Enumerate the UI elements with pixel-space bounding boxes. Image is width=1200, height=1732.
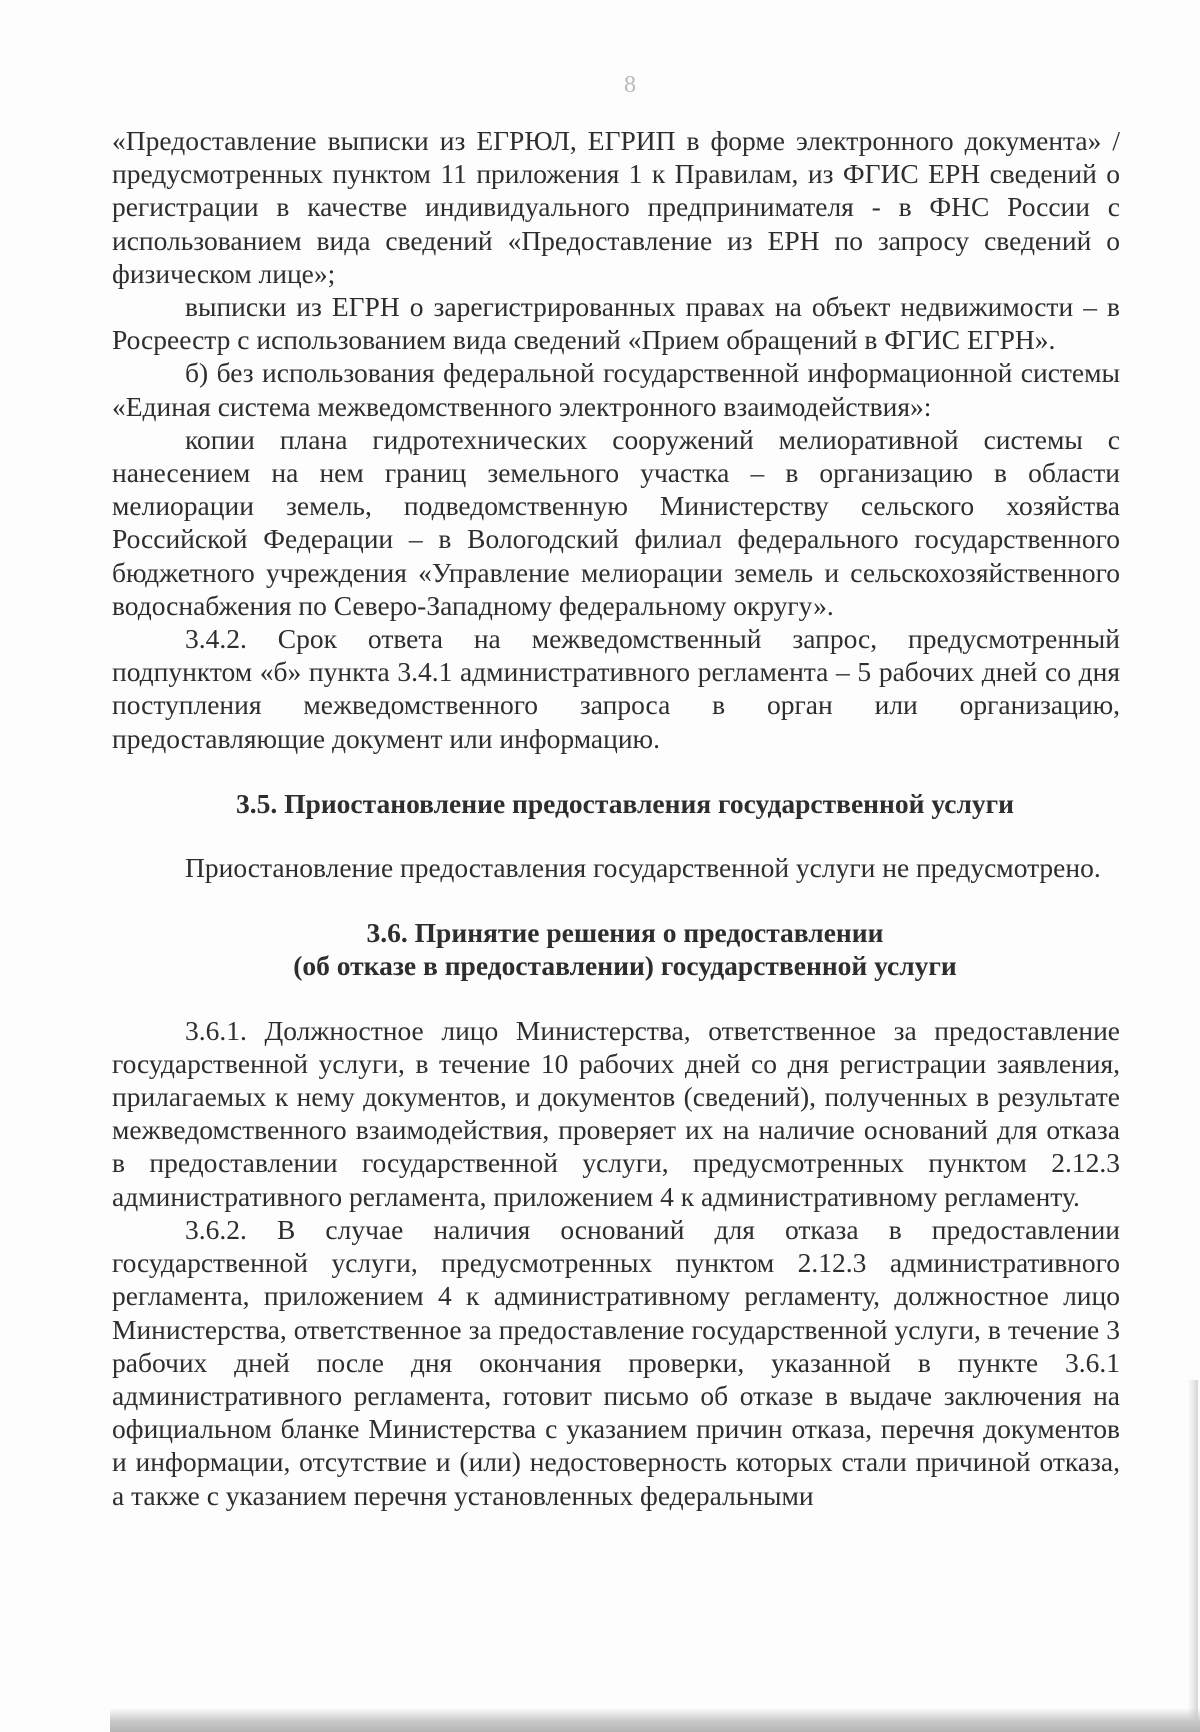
section-heading-3-6 [112,916,1120,982]
paragraph-3-6-1: 3.6.1. Должностное лицо Министерства, ответственное за предоставление государственной услуги, в течение 10 рабочих дней со дня регистрации заявления, прилагаемых к нему документов, и документов (сведений), полученных в результате межведомственного взаимодействия, проверяет их на наличие оснований для отказа в предоставлении государственной услуги, предусмотренных пунктом 2.12.3 административного регламента, приложением 4 к административному регламенту. [112,1014,1120,1212]
paragraph-3-4-2: 3.4.2. Срок ответа на межведомственный запрос, предусмотренный подпунктом «б» пункта 3.4.1 административного регламента – 5 рабочих дней со дня поступления межведомственного запроса в орган или организацию, предоставляющие документ или информацию. [112,623,1120,754]
paragraph-melioration-plan: копии плана гидротехнических сооружений мелиоративной системы с нанесением на нем границ земельного участка – в организацию в области мелиорации земель, подведомственную Министерству сельского хозяйства Российской Федерации – в Вологодский филиал федерального государственного бюджетного учреждения «Управление мелиорации земель и сельскохозяйственного водоснабжения по Северо-Западному федеральному округу». [112,423,1120,621]
paragraph-egrn-extract: выписки из ЕГРН о зарегистрированных правах на объект недвижимости – в Росреестр с использованием вида сведений «Прием обращений в ФГИС ЕГРН». [112,291,1120,356]
paragraph-suspension: Приостановление предоставления государственной услуги не предусмотрено. [185,852,1101,884]
scan-shadow-bottom [110,1708,1200,1732]
section-heading-3-5 [112,787,1120,820]
scan-shadow-right [1188,1380,1198,1732]
document-body [112,124,1120,1512]
paragraph-without-smev: б) без использования федеральной государственной информационной системы «Единая система межведомственного электронного взаимодействия»: [112,357,1120,422]
paragraph-3-6-2: 3.6.2. В случае наличия оснований для отказа в предоставлении государственной услуги, предусмотренных пунктом 2.12.3 административного регламента, приложением 4 к административному регламенту, должностное лицо Министерства, ответственное за предоставление государственной услуги, в течение 3 рабочих дней после дня окончания проверки, указанной в пункте 3.6.1 административного регламента, готовит письмо об отказе в выдаче заключения на официальном бланке Министерства с указанием причин отказа, перечня документов и информации, отсутствие и (или) недостоверность которых стали причиной отказа, а также с указанием перечня установленных федеральными [112,1213,1120,1511]
section-heading-3-5-line-1: 3.5. Приостановление предоставления государственной услуги [236,787,1014,819]
paragraph-egryul-extract: «Предоставление выписки из ЕГРЮЛ, ЕГРИП в форме электронного документа» / предусмотренных пунктом 11 приложения 1 к Правилам, из ФГИС ЕРН сведений о регистрации в качестве индивидуального предпринимателя - в ФНС России с использованием вида сведений «Предоставление из ЕРН по запросу сведений о физическом лице»; [112,125,1120,289]
section-heading-3-6-line-2: (об отказе в предоставлении) государственной услуги [293,950,957,982]
section-heading-3-6-line-1: 3.6. Принятие решения о предоставлении [366,917,884,949]
page-number: 8 [624,72,636,98]
